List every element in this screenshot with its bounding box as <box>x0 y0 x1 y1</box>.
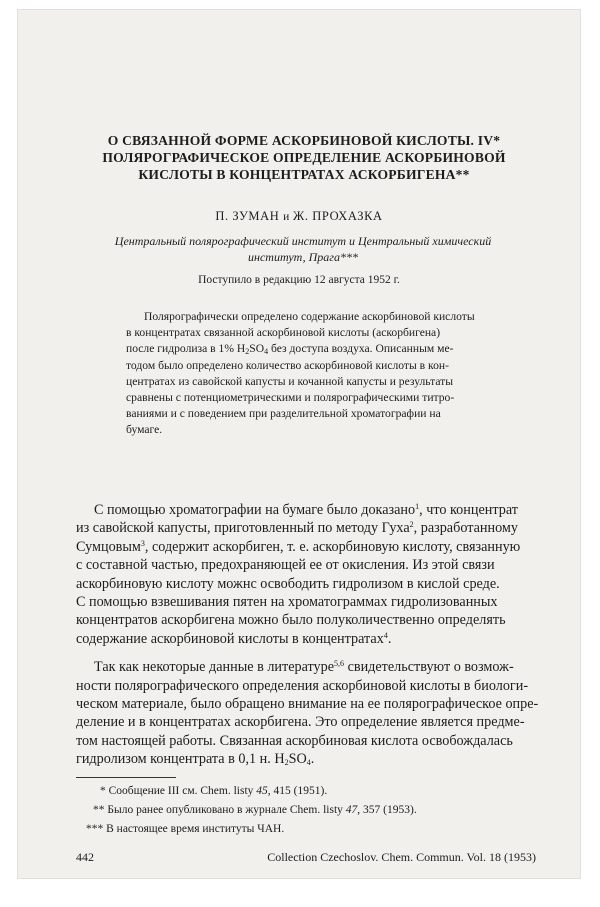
citation: 3 <box>140 538 145 548</box>
text-line: из савойской капусты, приготовленный по методу Гуха$^2$, разработанному <box>76 520 518 537</box>
abstract-line: сравнены с потенциометрическими и полярографическими титро- <box>126 391 455 405</box>
page-number: 442 <box>76 850 94 864</box>
abstract-line: бумаге. <box>126 423 163 437</box>
footnotes <box>76 782 546 839</box>
text-line: аскорбиновую кислоту можнс освободить гидролизом в кислой среде. <box>76 575 500 592</box>
text-line: ческом материале, было обращено внимание на ее полярографическое опре- <box>76 696 539 713</box>
text-line: Так как некоторые данные в литературе$^{5,6}$ свидетельствуют о возмож- <box>94 659 514 676</box>
received-date: Поступило в редакцию 12 августа 1952 г. <box>198 274 400 286</box>
affiliation-line: Центральный полярографический институт и Центральный химический <box>114 234 492 248</box>
abstract-line: в концентратах связанной аскорбиновой кислоты (аскорбигена) <box>126 326 441 340</box>
abstract-line: ваниями и с поведением при разделительной хроматографии на <box>126 407 441 421</box>
affiliation-line: институт, Прага*** <box>248 250 358 264</box>
title-line: КИСЛОТЫ В КОНЦЕНТРАТАХ АСКОРБИГЕНА** <box>138 167 470 182</box>
paragraph <box>76 658 580 768</box>
text-line: ности полярографического определения аскорбиновой кислоты в биологи- <box>76 677 529 694</box>
text-line: С помощью хроматографии на бумаге было доказано$^1$, что концентрат <box>94 502 518 518</box>
citation: 5,6 <box>334 659 345 669</box>
page-footer <box>76 850 536 865</box>
text-line: деление и в концентратах аскорбигена. Это определение является предме- <box>76 714 525 731</box>
abstract-line: тодом было определено количество аскорбиновой кислоты в кон- <box>126 358 449 372</box>
author-name: П. ЗУМАН <box>215 209 280 223</box>
title-line: ПОЛЯРОГРАФИЧЕСКОЕ ОПРЕДЕЛЕНИЕ АСКОРБИНОВОЙ <box>102 150 506 165</box>
authors <box>18 209 580 224</box>
journal-citation: Collection Czechoslov. Chem. Commun. Vol. 18 (1953) <box>267 850 536 864</box>
author-conjunction: и <box>283 211 290 223</box>
text-line: том настоящей работы. Связанная аскорбиновая кислота освобождалась <box>76 732 513 749</box>
abstract-line: центратах из савойской капусты и кочанной капусты и результаты <box>126 374 454 388</box>
text-line: содержание аскорбиновой кислоты в концентратах$^4$. <box>76 630 392 647</box>
footnote: *** В настоящее время институты ЧАН. <box>86 823 285 835</box>
text-line: Сумцовым$^3$, содержит аскорбиген, т. е. аскорбиновую кислоту, связанную <box>76 538 521 555</box>
citation: 2 <box>409 520 414 530</box>
text-line: концентратов аскорбигена можно было полуколичественно определять <box>76 612 506 629</box>
paragraph <box>76 501 580 648</box>
footnote-divider <box>76 777 176 778</box>
text-line: гидролизом концентрата в 0,1 н. $H_2SO_4$. <box>76 751 315 768</box>
affiliation <box>88 233 518 265</box>
footnote: * Сообщение III см. Chem. listy 45, 415 (1951). <box>100 785 328 797</box>
article-title <box>78 132 530 183</box>
abstract <box>126 309 516 439</box>
text-line: С помощью взвешивания пятен на хроматограммах гидролизованных <box>76 594 498 611</box>
citation: 4 <box>383 630 388 640</box>
journal-page <box>18 10 580 878</box>
abstract-line: после гидролиза в 1% $H_2SO_4$ без доступа воздуха. Описанным ме- <box>126 342 454 357</box>
text-line: с составной частью, предохраняющей ее от окисления. Из этой связи <box>76 557 495 574</box>
footnote: ** Было ранее опубликовано в журнале Chem. listy 47, 357 (1953). <box>93 804 417 816</box>
body-text <box>76 501 580 769</box>
abstract-line: Полярографически определено содержание аскорбиновой кислоты <box>144 310 475 323</box>
citation: 1 <box>415 502 420 511</box>
title-line: О СВЯЗАННОЙ ФОРМЕ АСКОРБИНОВОЙ КИСЛОТЫ. IV* <box>107 133 501 148</box>
author-name: Ж. ПРОХАЗКА <box>293 209 383 223</box>
